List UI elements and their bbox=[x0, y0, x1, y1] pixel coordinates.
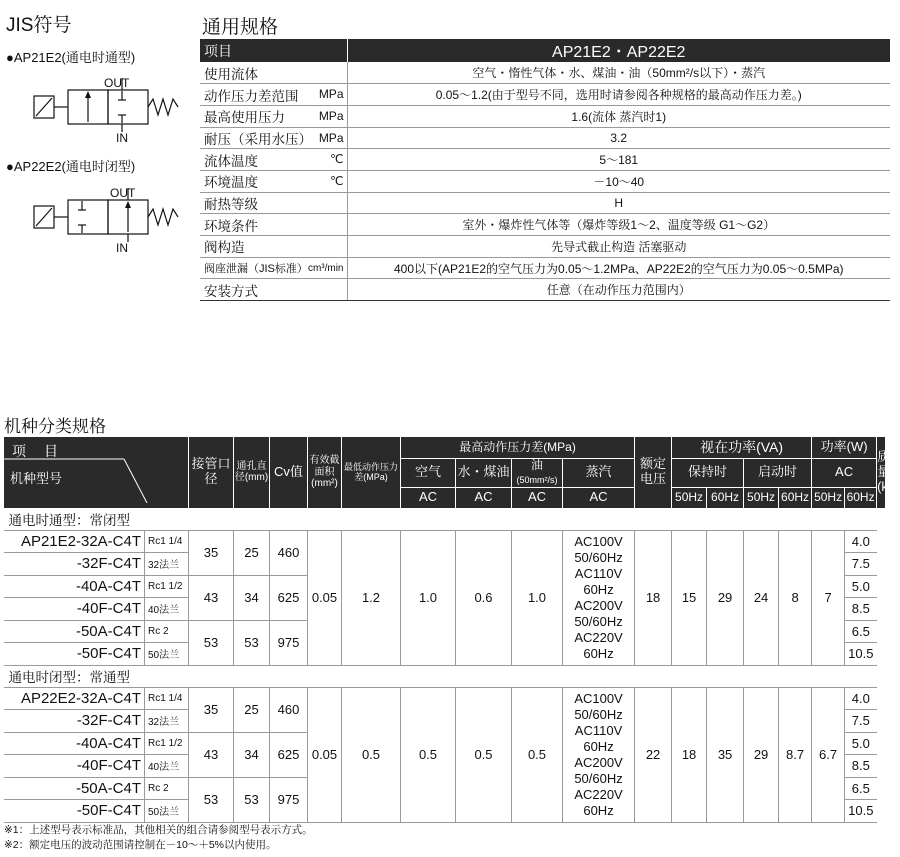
voltage-line: AC110V bbox=[574, 722, 623, 738]
spec-key bbox=[200, 127, 347, 149]
apparent-power-header: 视在功率(VA) bbox=[672, 437, 812, 459]
power-header: 功率(W) bbox=[812, 437, 877, 459]
starting-60hz-value: 24 bbox=[744, 530, 779, 665]
spec-value: 任意（在动作压力范围内） bbox=[347, 279, 890, 301]
in-port-label: IN bbox=[116, 241, 128, 255]
port-size: 50法兰 bbox=[145, 643, 189, 666]
cv-value: 25 bbox=[234, 530, 270, 575]
holding-50hz-header: 50Hz bbox=[672, 487, 707, 508]
spec-value: 400以下(AP21E2的空气压力为0.05～1.2MPa、AP22E2的空气压力为0.05～0.5MPa) bbox=[347, 257, 890, 279]
mass-value: 10.5 bbox=[845, 643, 877, 666]
area-header: 有效截面积(mm²) bbox=[308, 437, 342, 509]
model-spec-title: 机种分类规格 bbox=[4, 417, 106, 436]
mass-value: 4.0 bbox=[845, 530, 877, 553]
spec-value: 5～181 bbox=[347, 149, 890, 171]
symbol-label-ap21e2: ●AP21E2(通电时通型) bbox=[6, 50, 136, 65]
section-title: 通电时通型：常闭型 bbox=[4, 508, 877, 530]
steam-ac-header: AC bbox=[563, 487, 635, 508]
holding-50hz-value: 18 bbox=[635, 530, 672, 665]
model-number: -50A-C4T bbox=[4, 620, 145, 643]
spec-value: 3.2 bbox=[347, 127, 890, 149]
voltage-list bbox=[563, 530, 635, 665]
power-50hz-value: 8 bbox=[779, 530, 812, 665]
cv-value: 25 bbox=[234, 687, 270, 732]
mass-value: 7.5 bbox=[845, 710, 877, 733]
spec-key-label: 耐压（采用水压） bbox=[204, 131, 312, 147]
voltage-header: 额定电压 bbox=[635, 437, 672, 509]
voltage-line: AC200V bbox=[574, 597, 623, 613]
port-size: Rc1 1/2 bbox=[145, 575, 189, 598]
power-ac-header: AC bbox=[812, 459, 877, 488]
port-size: 40法兰 bbox=[145, 598, 189, 621]
table-row bbox=[4, 530, 886, 553]
spec-key bbox=[200, 236, 347, 258]
footnote-2: ※2：额定电压的波动范围请控制在－10～＋5%以内使用。 bbox=[4, 839, 277, 851]
steam-max-diff: 0.5 bbox=[512, 687, 563, 822]
valve-symbol-normally-open bbox=[26, 188, 186, 258]
spec-row bbox=[200, 192, 890, 214]
orifice-value: 43 bbox=[189, 575, 234, 620]
footnote-1: ※1：上述型号表示标准品，其他相关的组合请参阅型号表示方式。 bbox=[4, 824, 313, 836]
air-max-diff: 1.2 bbox=[342, 530, 401, 665]
spec-row bbox=[200, 62, 890, 84]
model-number: -40F-C4T bbox=[4, 755, 145, 778]
spec-value: 0.05～1.2(由于型号不同，选用时请参阅各种规格的最高动作压力差。) bbox=[347, 84, 890, 106]
model-number: -40F-C4T bbox=[4, 598, 145, 621]
spec-key-label: 耐热等级 bbox=[204, 196, 258, 212]
spec-key-label: 安装方式 bbox=[204, 283, 258, 299]
voltage-line: 60Hz bbox=[583, 738, 614, 754]
spec-key bbox=[200, 192, 347, 214]
orifice-value: 53 bbox=[189, 620, 234, 665]
area-value: 625 bbox=[270, 575, 308, 620]
starting-50hz-value: 35 bbox=[707, 687, 744, 822]
spec-key-label: 阀构造 bbox=[204, 240, 245, 256]
spec-unit: cm³/min bbox=[307, 262, 344, 274]
port-header: 接管口径 bbox=[189, 437, 234, 509]
water-ac-header: AC bbox=[456, 487, 512, 508]
spec-key bbox=[200, 279, 347, 301]
cv-value: 34 bbox=[234, 575, 270, 620]
port-size: Rc 2 bbox=[145, 777, 189, 800]
spec-key bbox=[200, 62, 347, 84]
mass-value: 6.5 bbox=[845, 620, 877, 643]
holding-50hz-value: 22 bbox=[635, 687, 672, 822]
general-spec-title: 通用规格 bbox=[202, 17, 279, 38]
area-value: 460 bbox=[270, 687, 308, 732]
mass-value: 4.0 bbox=[845, 687, 877, 710]
spec-key bbox=[200, 84, 347, 106]
port-size: Rc1 1/2 bbox=[145, 732, 189, 755]
voltage-line: 60Hz bbox=[583, 802, 614, 818]
voltage-line: 50/60Hz bbox=[574, 770, 623, 786]
oil-max-diff: 0.5 bbox=[456, 687, 512, 822]
spec-row bbox=[200, 84, 890, 106]
area-value: 625 bbox=[270, 732, 308, 777]
model-spec-table bbox=[3, 436, 900, 823]
voltage-line: AC100V bbox=[574, 690, 623, 706]
model-number: AP21E2-32A-C4T bbox=[4, 530, 145, 553]
table-row bbox=[4, 687, 886, 710]
mass-value: 8.5 bbox=[845, 755, 877, 778]
spec-key-label: 流体温度 bbox=[204, 153, 258, 169]
min-diff-value: 0.05 bbox=[308, 530, 342, 665]
starting-header: 启动时 bbox=[744, 459, 812, 488]
spec-unit: ℃ bbox=[330, 173, 344, 188]
model-number: -50F-C4T bbox=[4, 800, 145, 823]
port-size: 32法兰 bbox=[145, 553, 189, 576]
spec-key-label: 动作压力差范围 bbox=[204, 88, 299, 104]
item-header-label: 项 目 bbox=[12, 443, 60, 459]
spec-key bbox=[200, 149, 347, 171]
model-number: AP22E2-32A-C4T bbox=[4, 687, 145, 710]
spec-row bbox=[200, 170, 890, 192]
orifice-value: 35 bbox=[189, 530, 234, 575]
holding-60hz-value: 18 bbox=[672, 687, 707, 822]
steam-max-diff: 1.0 bbox=[512, 530, 563, 665]
spec-value: H bbox=[347, 192, 890, 214]
orifice-value: 35 bbox=[189, 687, 234, 732]
min-diff-header: 最低动作压力差(MPa) bbox=[342, 437, 401, 509]
power-60hz-value: 7 bbox=[812, 530, 845, 665]
model-number: -40A-C4T bbox=[4, 575, 145, 598]
spec-unit: MPa bbox=[318, 108, 344, 123]
spec-key-label: 环境条件 bbox=[204, 218, 258, 234]
port-size: 50法兰 bbox=[145, 800, 189, 823]
area-value: 975 bbox=[270, 620, 308, 665]
model-series-header: AP21E2・AP22E2 bbox=[347, 39, 890, 62]
jis-title: JIS符号 bbox=[6, 15, 72, 36]
voltage-line: AC200V bbox=[574, 754, 623, 770]
item-model-corner-header bbox=[4, 437, 189, 509]
voltage-line: AC220V bbox=[574, 786, 623, 802]
orifice-header: 通孔直径(mm) bbox=[234, 437, 270, 509]
orifice-value: 53 bbox=[189, 777, 234, 822]
spec-key-label: 阀座泄漏（JIS标准） bbox=[204, 263, 308, 276]
starting-60hz-header: 60Hz bbox=[779, 487, 812, 508]
spec-key bbox=[200, 214, 347, 236]
spec-key-label: 环境温度 bbox=[204, 175, 258, 191]
voltage-line: AC220V bbox=[574, 629, 623, 645]
spec-row bbox=[200, 149, 890, 171]
mass-value: 5.0 bbox=[845, 732, 877, 755]
spec-unit: MPa bbox=[318, 87, 344, 102]
spec-row bbox=[200, 214, 890, 236]
air-header: 空气 bbox=[401, 459, 456, 488]
power-60hz-value: 6.7 bbox=[812, 687, 845, 822]
water-max-diff: 0.5 bbox=[401, 687, 456, 822]
mass-value: 10.5 bbox=[845, 800, 877, 823]
cv-header: Cv值 bbox=[270, 437, 308, 509]
model-number: -50A-C4T bbox=[4, 777, 145, 800]
spec-row bbox=[200, 105, 890, 127]
holding-60hz-header: 60Hz bbox=[707, 487, 744, 508]
oil-ac-header: AC bbox=[512, 487, 563, 508]
general-spec-table bbox=[200, 39, 890, 301]
valve-symbol-normally-closed bbox=[26, 78, 186, 148]
model-number: -40A-C4T bbox=[4, 732, 145, 755]
max-diff-header: 最高动作压力差(MPa) bbox=[401, 437, 635, 459]
spec-value: 先导式截止构造 活塞驱动 bbox=[347, 236, 890, 258]
water-max-diff: 1.0 bbox=[401, 530, 456, 665]
model-header-label: 机种型号 bbox=[10, 471, 63, 486]
cv-value: 34 bbox=[234, 732, 270, 777]
air-max-diff: 0.5 bbox=[342, 687, 401, 822]
voltage-list bbox=[563, 687, 635, 822]
orifice-value: 43 bbox=[189, 732, 234, 777]
port-size: Rc1 1/4 bbox=[145, 687, 189, 710]
area-value: 975 bbox=[270, 777, 308, 822]
oil-header: 油(50mm²/s) bbox=[512, 459, 563, 488]
voltage-line: 50/60Hz bbox=[574, 706, 623, 722]
oil-max-diff: 0.6 bbox=[456, 530, 512, 665]
area-value: 460 bbox=[270, 530, 308, 575]
voltage-line: 60Hz bbox=[583, 581, 614, 597]
min-diff-value: 0.05 bbox=[308, 687, 342, 822]
air-ac-header: AC bbox=[401, 487, 456, 508]
spec-unit: ℃ bbox=[330, 152, 344, 167]
holding-header: 保持时 bbox=[672, 459, 744, 488]
starting-50hz-value: 29 bbox=[707, 530, 744, 665]
general-spec-header bbox=[200, 39, 890, 62]
spec-unit: MPa bbox=[318, 130, 344, 145]
mass-header: 质量(kg) bbox=[877, 437, 886, 509]
spec-key bbox=[200, 257, 347, 279]
mass-value: 7.5 bbox=[845, 553, 877, 576]
spec-row bbox=[200, 257, 890, 279]
power-50hz-header: 50Hz bbox=[812, 487, 845, 508]
spec-key-label: 使用流体 bbox=[204, 66, 258, 82]
model-number: -32F-C4T bbox=[4, 710, 145, 733]
symbol-label-ap22e2: ●AP22E2(通电时闭型) bbox=[6, 159, 136, 174]
model-number: -50F-C4T bbox=[4, 643, 145, 666]
power-50hz-value: 8.7 bbox=[779, 687, 812, 822]
port-size: 40法兰 bbox=[145, 755, 189, 778]
section-row bbox=[4, 665, 886, 687]
footnotes bbox=[4, 823, 313, 853]
port-size: Rc1 1/4 bbox=[145, 530, 189, 553]
voltage-line: 50/60Hz bbox=[574, 549, 623, 565]
starting-60hz-value: 29 bbox=[744, 687, 779, 822]
steam-header: 蒸汽 bbox=[563, 459, 635, 488]
section-row bbox=[4, 508, 886, 530]
item-header: 项目 bbox=[200, 39, 347, 62]
starting-50hz-header: 50Hz bbox=[744, 487, 779, 508]
in-port-label: IN bbox=[116, 131, 128, 145]
mass-value: 5.0 bbox=[845, 575, 877, 598]
spec-row bbox=[200, 279, 890, 301]
voltage-line: AC100V bbox=[574, 533, 623, 549]
port-size: 32法兰 bbox=[145, 710, 189, 733]
out-port-label: OUT bbox=[110, 188, 136, 200]
spec-key-label: 最高使用压力 bbox=[204, 110, 285, 126]
spec-value: 室外・爆炸性气体等（爆炸等级1～2、温度等级 G1～G2） bbox=[347, 214, 890, 236]
cv-value: 53 bbox=[234, 620, 270, 665]
spec-row bbox=[200, 236, 890, 258]
holding-60hz-value: 15 bbox=[672, 530, 707, 665]
spec-key bbox=[200, 105, 347, 127]
oil-note: (50mm²/s) bbox=[516, 474, 558, 485]
section-title: 通电时闭型：常通型 bbox=[4, 665, 877, 687]
voltage-line: 50/60Hz bbox=[574, 613, 623, 629]
power-60hz-header: 60Hz bbox=[845, 487, 877, 508]
mass-value: 8.5 bbox=[845, 598, 877, 621]
port-size: Rc 2 bbox=[145, 620, 189, 643]
water-header: 水・煤油 bbox=[456, 459, 512, 488]
out-port-label: OUT bbox=[104, 78, 130, 90]
mass-value: 6.5 bbox=[845, 777, 877, 800]
voltage-line: AC110V bbox=[574, 565, 623, 581]
spec-value: 1.6(流体 蒸汽时1) bbox=[347, 105, 890, 127]
spec-value: 空气・惰性气体・水、煤油・油（50mm²/s以下）・蒸汽 bbox=[347, 62, 890, 84]
spec-key bbox=[200, 170, 347, 192]
spec-value: －10～40 bbox=[347, 170, 890, 192]
cv-value: 53 bbox=[234, 777, 270, 822]
voltage-line: 60Hz bbox=[583, 645, 614, 661]
spec-row bbox=[200, 127, 890, 149]
model-number: -32F-C4T bbox=[4, 553, 145, 576]
